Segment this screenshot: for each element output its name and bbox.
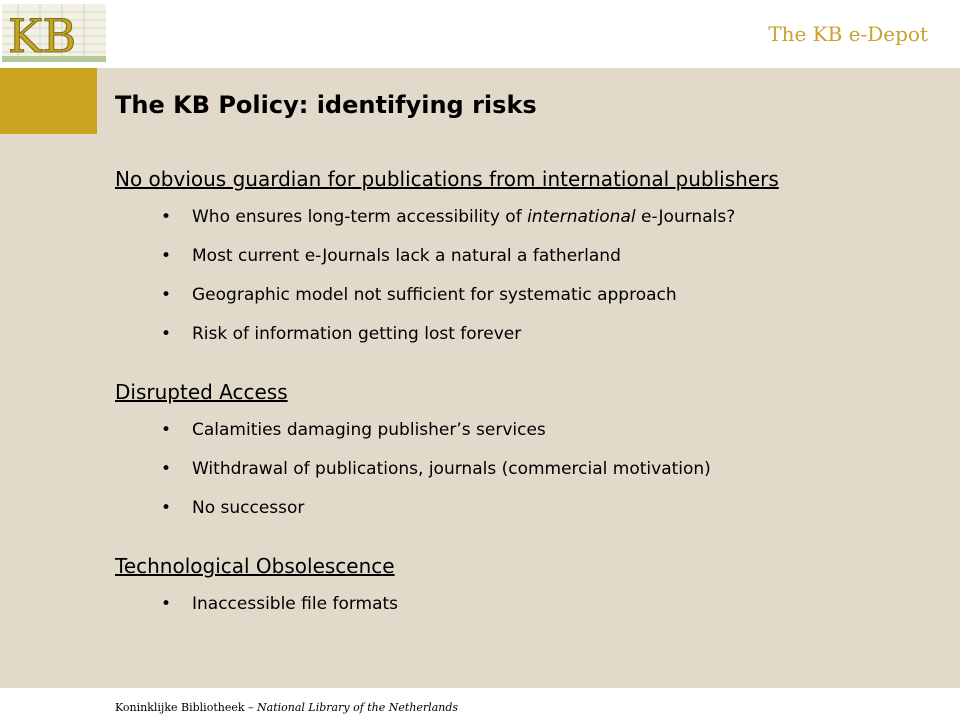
gold-accent-block [0, 68, 97, 134]
bullet-item [115, 585, 935, 624]
bullet-text: Most current e-Journals lack a natural a fatherland [192, 246, 621, 266]
footer-org: Koninklijke Bibliotheek – [115, 701, 258, 714]
bullet-text: Risk of information getting lost forever [192, 324, 522, 344]
bullet-icon: • [161, 459, 172, 479]
sections-container [115, 164, 935, 624]
bullet-list [115, 411, 935, 528]
bullet-icon: • [161, 285, 172, 305]
bullet-item [115, 411, 935, 450]
bullet-emphasis: international [527, 207, 636, 227]
bullet-icon: • [161, 246, 172, 266]
bullet-item [115, 315, 935, 354]
section-spacer [115, 528, 935, 551]
bullet-icon: • [161, 498, 172, 518]
bullet-item [115, 198, 935, 237]
section-heading: Technological Obsolescence [115, 554, 395, 578]
bullet-list [115, 585, 935, 624]
bullet-text: No successor [192, 498, 305, 518]
svg-text:KB: KB [8, 9, 77, 63]
section-heading: No obvious guardian for publications from international publishers [115, 167, 779, 191]
bullet-list [115, 198, 935, 354]
bullet-icon: • [161, 420, 172, 440]
footer [115, 701, 458, 714]
bullet-icon: • [161, 594, 172, 614]
bullet-text: Inaccessible file formats [192, 594, 399, 614]
bullet-icon: • [161, 324, 172, 344]
section-spacer [115, 354, 935, 377]
bullet-text-tail: e-Journals? [635, 207, 736, 227]
slide-title: The KB Policy: identifying risks [115, 91, 537, 119]
bullet-item [115, 450, 935, 489]
kb-logo [0, 0, 112, 66]
section-heading: Disrupted Access [115, 380, 288, 404]
bullet-item [115, 237, 935, 276]
bullet-text: Withdrawal of publications, journals (commercial motivation) [192, 459, 711, 479]
slide-content [0, 68, 960, 688]
bullet-text: Calamities damaging publisher’s services [192, 420, 546, 440]
bullet-item [115, 489, 935, 528]
bullet-text: Who ensures long-term accessibility of [192, 207, 528, 227]
bullet-icon: • [161, 207, 172, 227]
footer-org-english: National Library of the Netherlands [257, 701, 459, 714]
bullet-text: Geographic model not sufficient for systematic approach [192, 285, 677, 305]
bullet-item [115, 276, 935, 315]
brand-title: The KB e-Depot [768, 22, 928, 46]
